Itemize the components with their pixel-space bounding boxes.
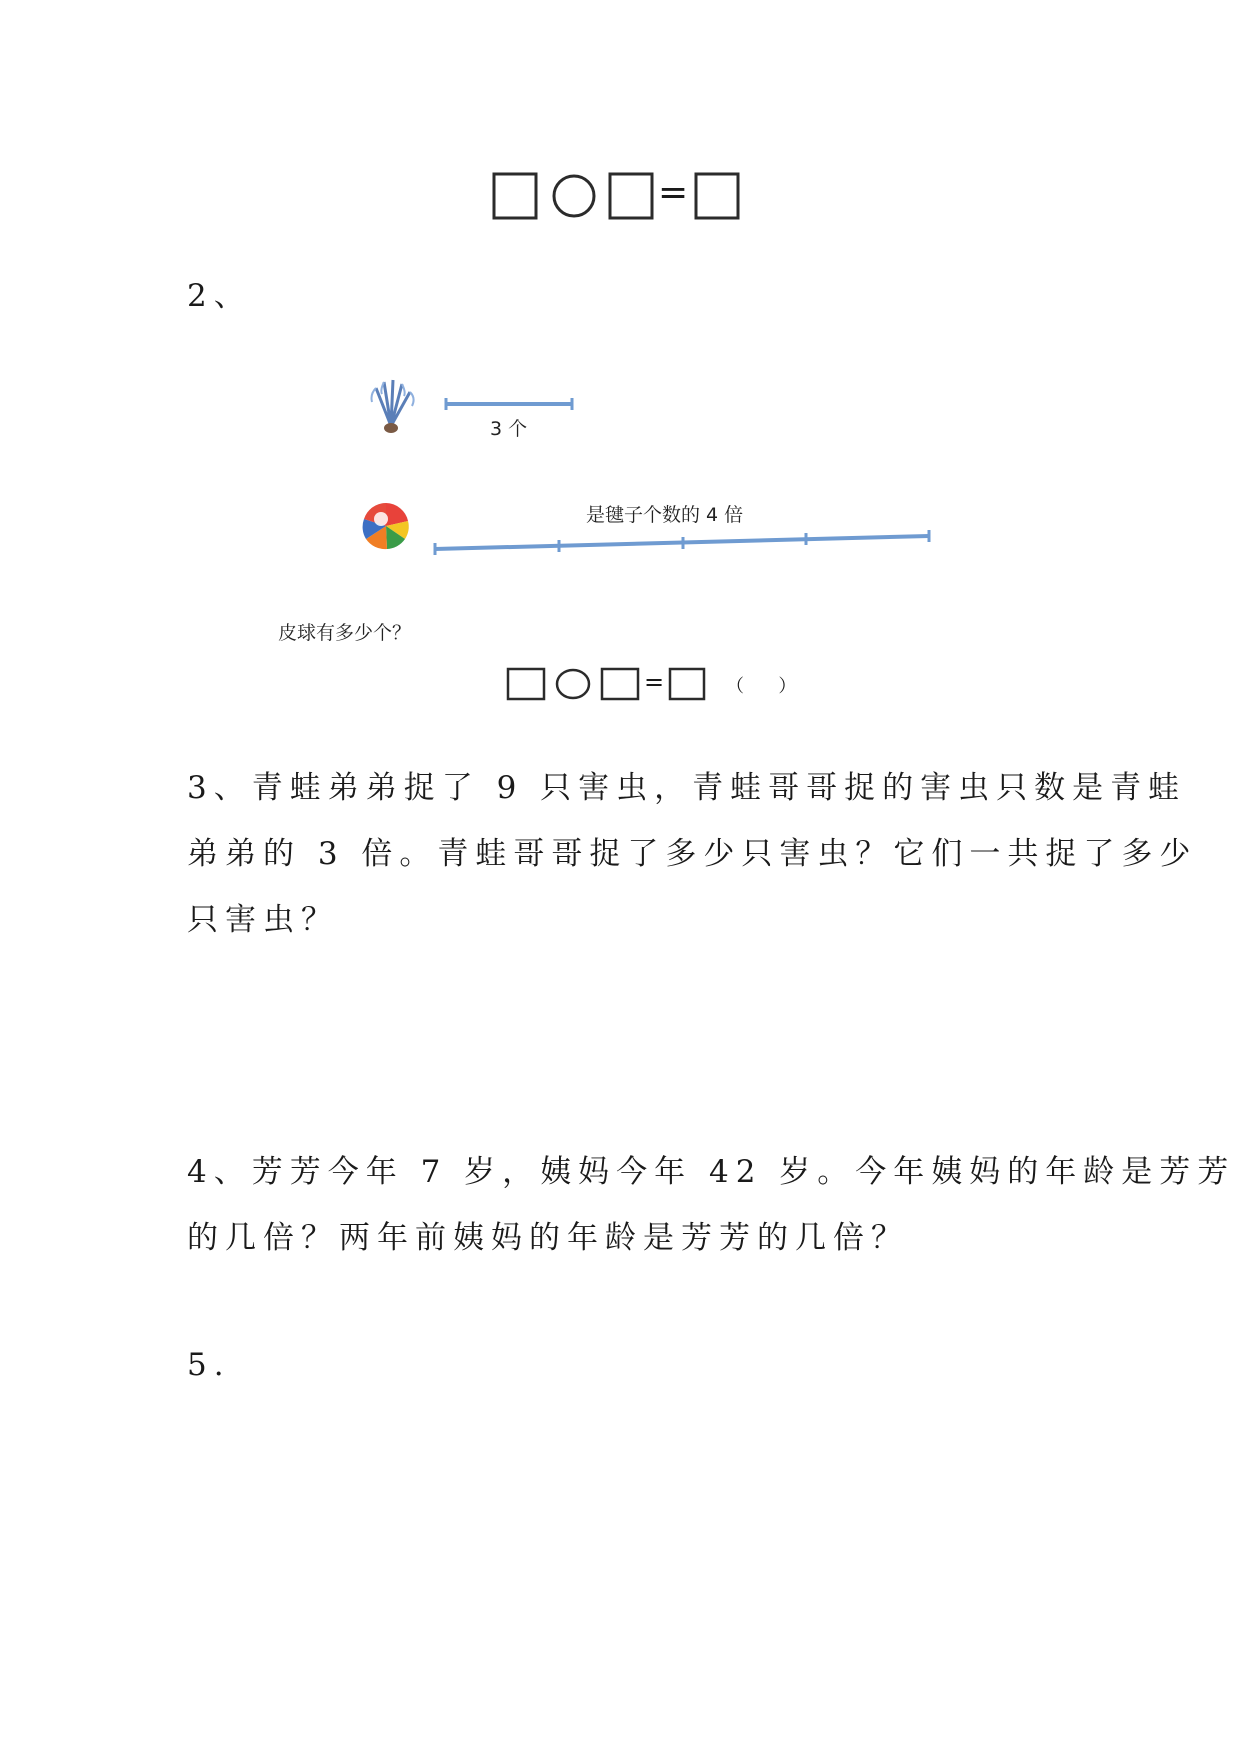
problem-2-number: 2、 — [187, 278, 252, 314]
equals-sign: = — [658, 172, 689, 213]
equation-template-2 — [506, 666, 846, 706]
problem-4-line: 的几倍？两年前姨妈的年龄是芳芳的几倍？ — [187, 1220, 909, 1256]
operator-circle[interactable] — [557, 670, 589, 698]
shuttlecock-count-label: 3 个 — [490, 418, 528, 440]
equals-sign: = — [644, 668, 665, 696]
blank-box[interactable] — [696, 174, 738, 218]
problem-4 — [187, 1139, 1236, 1271]
ball-relation-label: 是毽子个数的 4 倍 — [586, 504, 744, 526]
blank-box[interactable] — [670, 669, 704, 699]
blank-box[interactable] — [494, 174, 536, 218]
blank-box[interactable] — [602, 669, 638, 699]
ball-segment — [433, 526, 933, 556]
ball-icon — [361, 501, 411, 551]
ball-question: 皮球有多少个？ — [278, 622, 412, 644]
equation-boxes — [492, 170, 752, 226]
equation-boxes — [506, 666, 706, 702]
problem-3-line: 只害虫？ — [187, 902, 339, 938]
problem-3-line: 弟弟的 3 倍。青蛙哥哥捉了多少只害虫？它们一共捉了多少 — [187, 836, 1198, 872]
operator-circle[interactable] — [554, 176, 594, 216]
shuttlecock-segment — [444, 396, 576, 410]
problem-3 — [187, 755, 1198, 953]
equation-template-1 — [492, 170, 752, 226]
problem-5-number: 5. — [187, 1347, 231, 1383]
blank-box[interactable] — [610, 174, 652, 218]
answer-parentheses[interactable]: （ ） — [726, 676, 797, 697]
problem-3-line: 3、青蛙弟弟捉了 9 只害虫，青蛙哥哥捉的害虫只数是青蛙 — [187, 770, 1187, 806]
blank-box[interactable] — [508, 669, 544, 699]
shuttlecock-icon — [366, 376, 416, 434]
problem-4-line: 4、芳芳今年 7 岁，姨妈今年 42 岁。今年姨妈的年龄是芳芳 — [187, 1154, 1236, 1190]
